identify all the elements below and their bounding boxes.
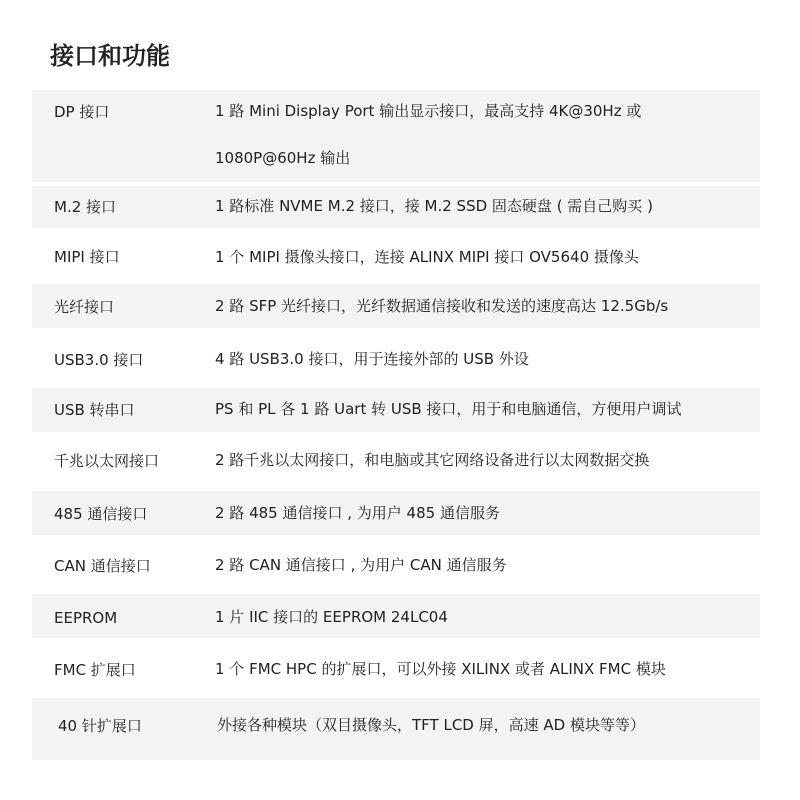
spec-name: FMC 扩展口 bbox=[54, 661, 136, 679]
spec-row bbox=[32, 491, 760, 535]
spec-row bbox=[32, 388, 760, 432]
spec-name: 光纤接口 bbox=[54, 298, 115, 316]
spec-name: DP 接口 bbox=[54, 103, 110, 121]
spec-name: CAN 通信接口 bbox=[54, 557, 151, 575]
spec-name: MIPI 接口 bbox=[54, 248, 120, 266]
spec-desc: 1 个 FMC HPC 的扩展口，可以外接 XILINX 或者 ALINX FMC 模块 bbox=[215, 660, 666, 678]
spec-desc: 外接各种模块（双目摄像头，TFT LCD 屏，高速 AD 模块等等） bbox=[217, 716, 645, 734]
spec-desc: 1 路标准 NVME M.2 接口，接 M.2 SSD 固态硬盘 ( 需自己购买 ) bbox=[215, 197, 653, 215]
spec-desc: 2 路 CAN 通信接口 , 为用户 CAN 通信服务 bbox=[215, 556, 507, 574]
spec-desc: 1080P@60Hz 输出 bbox=[215, 149, 351, 167]
spec-desc: 1 片 IIC 接口的 EEPROM 24LC04 bbox=[215, 608, 448, 626]
spec-name: EEPROM bbox=[54, 609, 118, 627]
page-title: 接口和功能 bbox=[50, 42, 170, 70]
spec-row bbox=[32, 234, 760, 280]
spec-name: M.2 接口 bbox=[54, 198, 117, 216]
spec-row bbox=[32, 90, 760, 182]
spec-name: USB3.0 接口 bbox=[54, 351, 144, 369]
spec-desc: 2 路千兆以太网接口，和电脑或其它网络设备进行以太网数据交换 bbox=[215, 451, 650, 469]
spec-row bbox=[32, 336, 760, 380]
spec-row bbox=[32, 542, 760, 588]
spec-name: 485 通信接口 bbox=[54, 505, 148, 523]
spec-desc: 4 路 USB3.0 接口，用于连接外部的 USB 外设 bbox=[215, 350, 529, 368]
spec-desc: 1 个 MIPI 摄像头接口，连接 ALINX MIPI 接口 OV5640 摄像头 bbox=[215, 248, 639, 266]
spec-name: 千兆以太网接口 bbox=[54, 452, 160, 470]
spec-row bbox=[32, 438, 760, 484]
spec-row bbox=[32, 646, 760, 692]
spec-name: USB 转串口 bbox=[54, 401, 135, 419]
spec-row bbox=[32, 284, 760, 328]
spec-desc: 2 路 485 通信接口 , 为用户 485 通信服务 bbox=[215, 504, 500, 522]
spec-desc: PS 和 PL 各 1 路 Uart 转 USB 接口，用于和电脑通信，方便用户调试 bbox=[215, 400, 682, 418]
spec-row bbox=[32, 594, 760, 638]
spec-row bbox=[32, 698, 760, 760]
spec-row bbox=[32, 186, 760, 228]
spec-desc: 2 路 SFP 光纤接口，光纤数据通信接收和发送的速度高达 12.5Gb/s bbox=[215, 297, 669, 315]
spec-name: 40 针扩展口 bbox=[58, 717, 142, 735]
spec-desc: 1 路 Mini Display Port 输出显示接口，最高支持 4K@30Hz 或 bbox=[215, 102, 642, 120]
